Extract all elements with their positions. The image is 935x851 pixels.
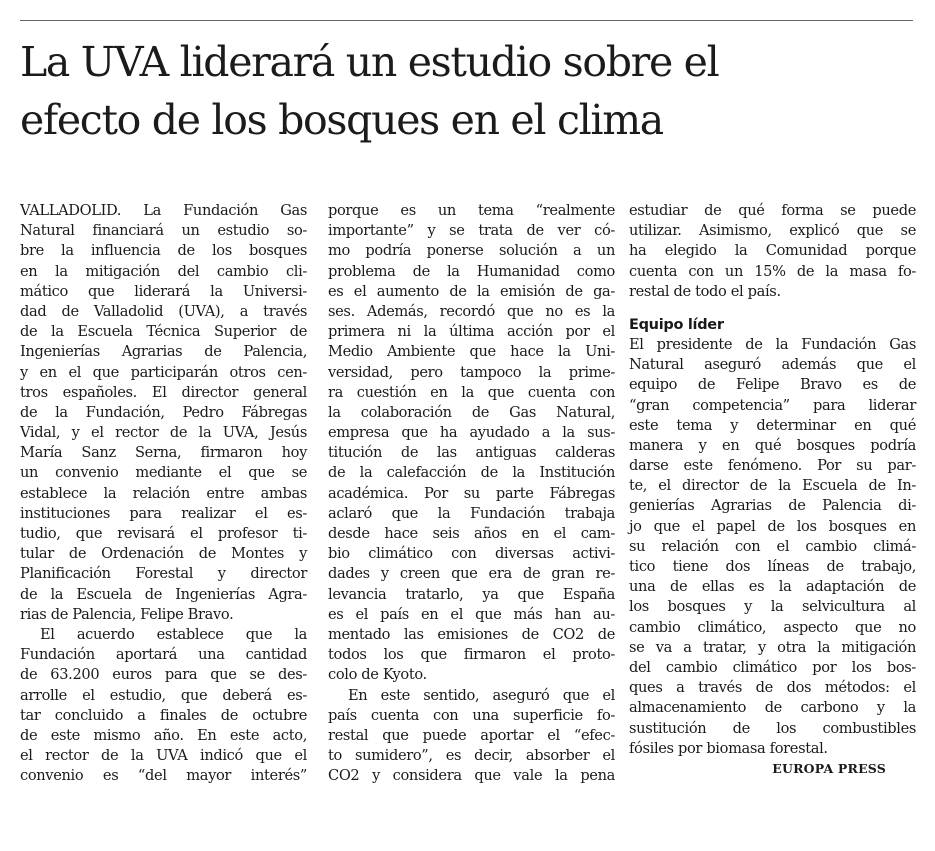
article-text-line: primera ni la última acción por el: [328, 323, 615, 341]
article-text-line: mo podría ponerse solución a un: [328, 242, 615, 260]
article-text-line: restal que puede aportar el “efec-: [328, 726, 615, 744]
article-text-line: Fundación aportará una cantidad: [20, 646, 307, 664]
article-text-line: empresa que ha ayudado a la sus-: [328, 424, 615, 442]
article-text-line: levancia tratarlo, ya que España: [328, 585, 615, 603]
article-text-line: tico tiene dos líneas de trabajo,: [629, 558, 916, 575]
article-column-2: [328, 201, 615, 786]
article-text-line: mático que liderará la Universi-: [20, 282, 307, 300]
article-text-line: “gran competencia” para liderar: [629, 396, 916, 414]
article-text-line: ha elegido la Comunidad porque: [629, 242, 916, 260]
section-subhead: Equipo líder: [629, 316, 724, 333]
article-text-line: Natural aseguró además que el: [629, 356, 916, 374]
article-text-line: es el país en el que más han au-: [328, 605, 615, 623]
headline-line: La UVA liderará un estudio sobre el: [20, 38, 719, 86]
article-text-line: este tema y determinar en qué: [629, 416, 916, 434]
top-rule: [20, 20, 913, 21]
article-text-line: El acuerdo establece que la: [40, 625, 307, 643]
article-text-line: la colaboración de Gas Natural,: [328, 403, 615, 421]
article-text-line: En este sentido, aseguró que el: [348, 686, 615, 704]
article-text-line: su relación con el cambio climá-: [629, 537, 916, 555]
article-text-line: académica. Por su parte Fábregas: [328, 484, 615, 502]
article-text-line: y en el que participarán otros cen-: [20, 363, 307, 381]
article-text-line: porque es un tema “realmente: [328, 202, 615, 219]
article-text-line: tular de Ordenación de Montes y: [20, 545, 307, 563]
article-text-line: de la calefacción de la Institución: [328, 464, 615, 482]
article-text-line: se va a tratar, y otra la mitigación: [629, 638, 916, 656]
article-text-line: es el aumento de la emisión de ga-: [328, 282, 615, 300]
article-text-line: sustitución de los combustibles: [629, 719, 916, 737]
article-text-line: los bosques y la selvicultura al: [629, 598, 916, 616]
article-text-line: utilizar. Asimismo, explicó que se: [629, 222, 916, 240]
article-text-line: El presidente de la Fundación Gas: [629, 335, 916, 353]
article-text-line: equipo de Felipe Bravo es de: [629, 376, 916, 394]
article-text-line: dad de Valladolid (UVA), a través: [20, 302, 307, 320]
article-text-line: país cuenta con una superficie fo-: [328, 706, 615, 724]
article-text-line: darse este fenómeno. Por su par-: [629, 457, 916, 475]
article-text-line: ques a través de dos métodos: el: [629, 679, 916, 697]
article-text-line: versidad, pero tampoco la prime-: [328, 363, 615, 381]
article-text-line: CO2 y considera que vale la pena: [328, 767, 615, 785]
article-text-line: VALLADOLID. La Fundación Gas: [20, 202, 307, 219]
article-text-line: jo que el papel de los bosques en: [629, 517, 916, 535]
article-text-line: el rector de la UVA indicó que el: [20, 747, 307, 765]
article-text-line: desde hace seis años en el cam-: [328, 525, 615, 542]
article-text-line: de la Escuela Técnica Superior de: [20, 323, 307, 341]
article-column-3: [629, 201, 916, 778]
article-text-line: colo de Kyoto.: [328, 666, 427, 684]
article-text-line: manera y en qué bosques podría: [629, 436, 916, 454]
article-text-line: arrolle el estudio, que deberá es-: [20, 686, 307, 704]
article-text-line: tar concluido a finales de octubre: [20, 706, 307, 724]
article-text-line: dades y creen que era de gran re-: [328, 565, 615, 583]
headline-line: efecto de los bosques en el clima: [20, 96, 663, 144]
article-text-line: en la mitigación del cambio cli-: [20, 262, 307, 280]
article-text-line: aclaró que la Fundación trabaja: [328, 504, 615, 522]
article-text-line: cambio climático, aspecto que no: [629, 618, 916, 636]
article-text-line: bre la influencia de los bosques: [20, 242, 307, 260]
article-text-line: restal de todo el país.: [629, 282, 781, 300]
article-text-line: genierías Agrarias de Palencia di-: [629, 497, 916, 515]
article-text-line: de este mismo año. En este acto,: [20, 726, 307, 744]
article-text-line: María Sanz Serna, firmaron hoy: [20, 444, 307, 462]
article-text-line: mentado las emisiones de CO2 de: [328, 625, 615, 643]
article-text-line: ses. Además, recordó que no es la: [328, 302, 615, 320]
article-text-line: ra cuestión en la que cuenta con: [328, 383, 615, 401]
article-text-line: instituciones para realizar el es-: [20, 504, 307, 522]
article-column-1: [20, 201, 307, 786]
article-text-line: tudio, que revisará el profesor ti-: [20, 525, 307, 542]
article-text-line: Medio Ambiente que hace la Uni-: [328, 343, 615, 361]
article-text-line: importante” y se trata de ver có-: [328, 222, 615, 240]
article-text-line: del cambio climático por los bos-: [629, 658, 916, 676]
article-text-line: estudiar de qué forma se puede: [629, 202, 916, 219]
article-text-line: te, el director de la Escuela de In-: [629, 477, 916, 495]
article-text-line: cuenta con un 15% de la masa fo-: [629, 262, 916, 280]
article-text-line: un convenio mediante el que se: [20, 464, 307, 482]
article-text-line: almacenamiento de carbono y la: [629, 699, 916, 717]
article-text-line: fósiles por biomasa forestal.: [629, 739, 828, 757]
article-text-line: Ingenierías Agrarias de Palencia,: [20, 343, 307, 361]
byline: EUROPA PRESS: [772, 760, 886, 776]
article-text-line: problema de la Humanidad como: [328, 262, 615, 280]
article-text-line: de 63.200 euros para que se des-: [20, 666, 307, 684]
article-text-line: rias de Palencia, Felipe Bravo.: [20, 605, 234, 623]
article-text-line: Vidal, y el rector de la UVA, Jesús: [20, 424, 307, 442]
article-text-line: bio climático con diversas activi-: [328, 545, 615, 563]
article-text-line: Natural financiará un estudio so-: [20, 222, 307, 240]
article-text-line: todos los que firmaron el proto-: [328, 646, 615, 664]
article-text-line: establece la relación entre ambas: [20, 484, 307, 502]
article-text-line: convenio es “del mayor interés”: [20, 767, 307, 785]
article-text-line: de la Escuela de Ingenierías Agra-: [20, 585, 307, 603]
article-text-line: Planificación Forestal y director: [20, 565, 307, 583]
article-text-line: una de ellas es la adaptación de: [629, 578, 916, 596]
article-text-line: de la Fundación, Pedro Fábregas: [20, 403, 307, 421]
article-text-line: to sumidero”, es decir, absorber el: [328, 747, 615, 765]
article-text-line: titución de las antiguas calderas: [328, 444, 615, 462]
article-text-line: tros españoles. El director general: [20, 383, 307, 401]
headline: [20, 33, 913, 149]
